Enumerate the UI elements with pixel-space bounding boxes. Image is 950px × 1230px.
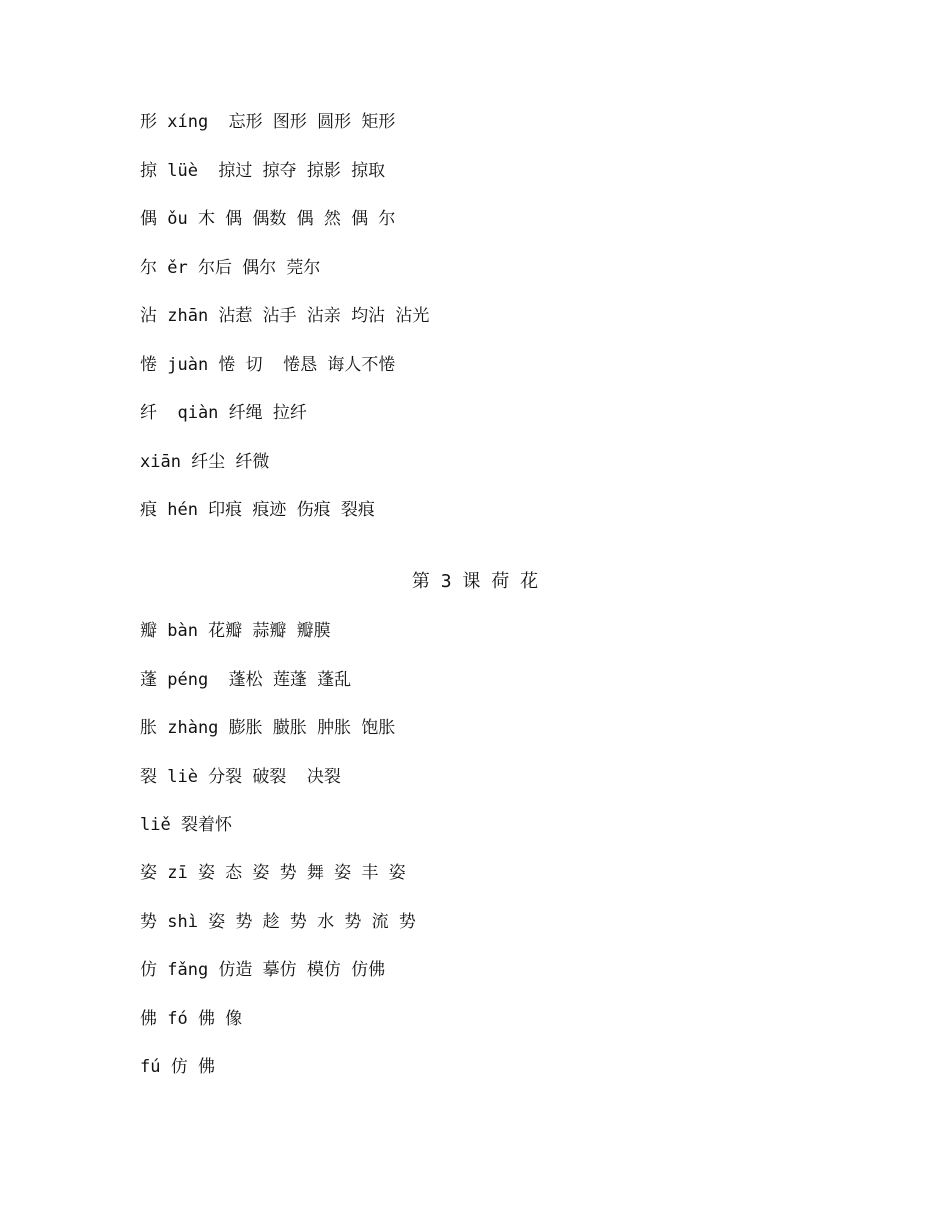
vocab-line-peng: 蓬 péng 蓬松 莲蓬 蓬乱 [140,670,352,690]
vocab-line-fang: 仿 fǎng 仿造 摹仿 模仿 仿佛 [140,960,386,980]
vocab-line-fo: 佛 fó 佛 像 [140,1009,243,1029]
vocab-line-hen: 痕 hén 印痕 痕迹 伤痕 裂痕 [140,500,375,520]
vocab-line-zhang: 胀 zhàng 膨胀 臌胀 肿胀 饱胀 [140,718,396,738]
vocab-line-lie: 裂 liè 分裂 破裂 决裂 [140,767,341,787]
vocab-line-ban: 瓣 bàn 花瓣 蒜瓣 瓣膜 [140,621,331,641]
vocab-line-zhan: 沾 zhān 沾惹 沾手 沾亲 均沾 沾光 [140,306,430,326]
lesson-heading: 第 3 课 荷 花 [411,571,539,592]
vocab-line-ou: 偶 ǒu 木 偶 偶数 偶 然 偶 尔 [140,209,396,229]
vocab-line-xing: 形 xíng 忘形 图形 圆形 矩形 [140,112,396,132]
vocab-line-lie3: liě 裂着怀 [140,815,232,835]
vocab-line-er: 尔 ěr 尔后 偶尔 莞尔 [140,258,321,278]
vocab-line-fu: fú 仿 佛 [140,1057,215,1077]
vocab-line-xian: xiān 纤尘 纤微 [140,452,270,472]
vocab-line-zi: 姿 zī 姿 态 姿 势 舞 姿 丰 姿 [140,863,406,883]
vocab-line-shi: 势 shì 姿 势 趁 势 水 势 流 势 [140,912,416,932]
vocab-line-lue: 掠 lüè 掠过 掠夺 掠影 掠取 [140,161,386,181]
vocab-line-juan: 惓 juàn 惓 切 惓恳 诲人不惓 [140,355,396,375]
vocab-line-qian: 纤 qiàn 纤绳 拉纤 [140,403,307,423]
